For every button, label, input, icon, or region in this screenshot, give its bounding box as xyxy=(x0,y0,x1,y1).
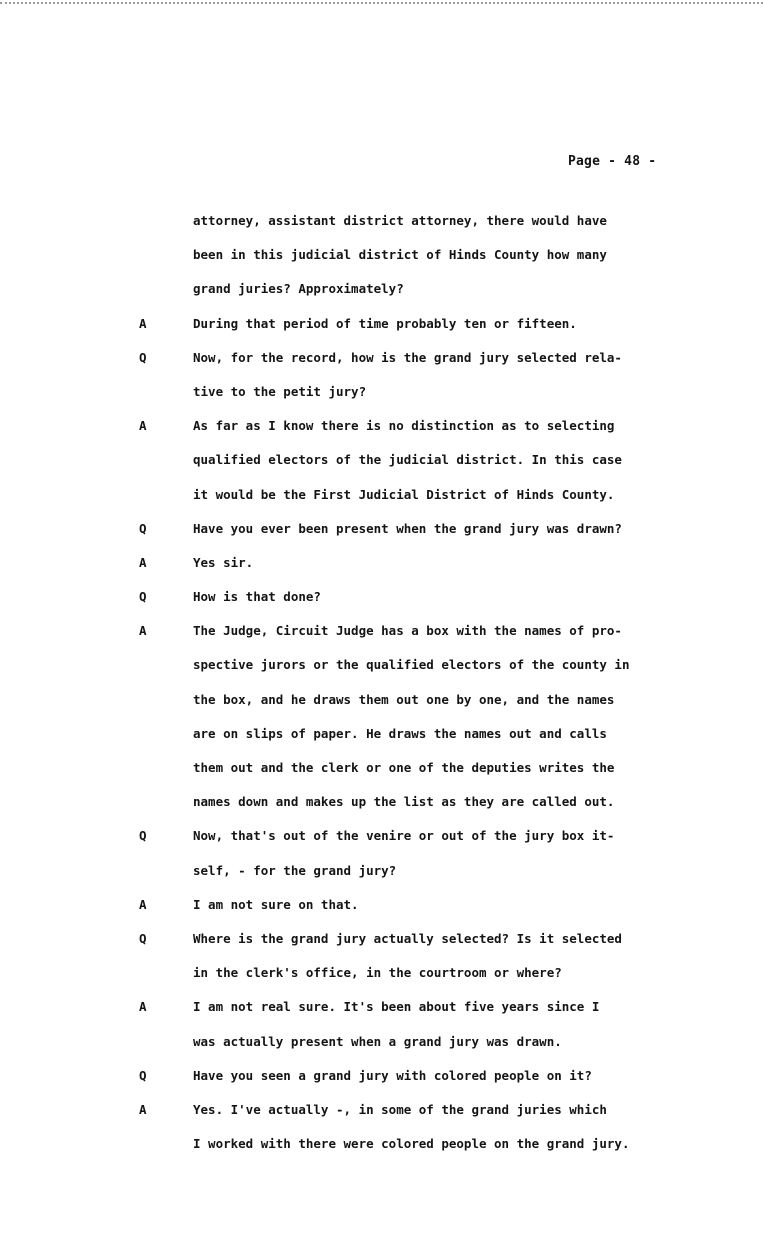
transcript-line: was actually present when a grand jury was drawn. xyxy=(193,1033,562,1049)
transcript-entry xyxy=(0,990,763,1058)
transcript-entry xyxy=(0,580,763,614)
transcript-entry xyxy=(0,512,763,546)
transcript-body xyxy=(0,204,763,1161)
transcript-entry xyxy=(0,341,763,409)
transcript-line: self, - for the grand jury? xyxy=(193,862,397,878)
speaker-label: A xyxy=(139,554,147,570)
transcript-line: them out and the clerk or one of the deputies writes the xyxy=(193,760,615,775)
transcript-line: are on slips of paper. He draws the names out and calls xyxy=(193,725,607,741)
speaker-label: Q xyxy=(139,349,147,365)
transcript-entry xyxy=(0,1093,763,1161)
transcript-line: Where is the grand jury actually selected? Is it selected xyxy=(193,930,622,946)
speaker-label: Q xyxy=(139,828,147,844)
transcript-entry xyxy=(0,819,763,887)
transcript-line: tive to the petit jury? xyxy=(193,383,367,399)
transcript-line: names down and makes up the list as they are called out. xyxy=(193,794,615,810)
transcript-line: the box, and he draws them out one by one, and the names xyxy=(193,691,615,707)
transcript-entry xyxy=(0,409,763,512)
transcript-line: I am not sure on that. xyxy=(193,896,359,912)
speaker-label: A xyxy=(139,999,147,1015)
transcript-line: Have you ever been present when the grand jury was drawn? xyxy=(193,520,622,536)
transcript-line: Have you seen a grand jury with colored people on it? xyxy=(193,1067,592,1083)
transcript-line: Yes. I've actually -, in some of the grand juries which xyxy=(193,1101,607,1117)
transcript-entry xyxy=(0,204,763,307)
transcript-line: spective jurors or the qualified electors of the county in xyxy=(193,657,630,673)
speaker-label: Q xyxy=(139,930,147,946)
transcript-line: Now, that's out of the venire or out of the jury box it- xyxy=(193,828,615,844)
transcript-line: During that period of time probably ten or fifteen. xyxy=(193,315,577,331)
speaker-label: A xyxy=(139,1101,147,1117)
transcript-line: Yes sir. xyxy=(193,554,254,570)
transcript-entry xyxy=(0,614,763,819)
transcript-line: As far as I know there is no distinction as to selecting xyxy=(193,418,615,434)
transcript-line: The Judge, Circuit Judge has a box with the names of pro- xyxy=(193,623,622,639)
speaker-label: A xyxy=(139,418,147,434)
transcript-entry xyxy=(0,922,763,990)
transcript-line: attorney, assistant district attorney, there would have xyxy=(193,213,607,228)
speaker-label: A xyxy=(139,896,147,912)
transcript-entry xyxy=(0,888,763,922)
transcript-entry xyxy=(0,1059,763,1093)
speaker-label: Q xyxy=(139,589,147,605)
transcript-line: I am not real sure. It's been about five years since I xyxy=(193,999,600,1015)
page-number: Page - 48 - xyxy=(568,154,657,169)
transcript-line: in the clerk's office, in the courtroom or where? xyxy=(193,965,562,981)
transcript-entry xyxy=(0,546,763,580)
speaker-label: Q xyxy=(139,1067,147,1083)
speaker-label: A xyxy=(139,315,147,331)
transcript-line: it would be the First Judicial District of Hinds County. xyxy=(193,486,615,502)
transcript-line: grand juries? Approximately? xyxy=(193,281,404,297)
transcript-line: been in this judicial district of Hinds County how many xyxy=(193,247,607,263)
transcript-line: qualified electors of the judicial district. In this case xyxy=(193,452,622,468)
transcript-line: I worked with there were colored people on the grand jury. xyxy=(193,1136,630,1152)
speaker-label: A xyxy=(139,623,147,639)
transcript-line: How is that done? xyxy=(193,589,321,605)
transcript-line: Now, for the record, how is the grand jury selected rela- xyxy=(193,349,622,365)
transcript-entry xyxy=(0,307,763,341)
top-edge-rule xyxy=(0,2,763,4)
speaker-label: Q xyxy=(139,520,147,536)
